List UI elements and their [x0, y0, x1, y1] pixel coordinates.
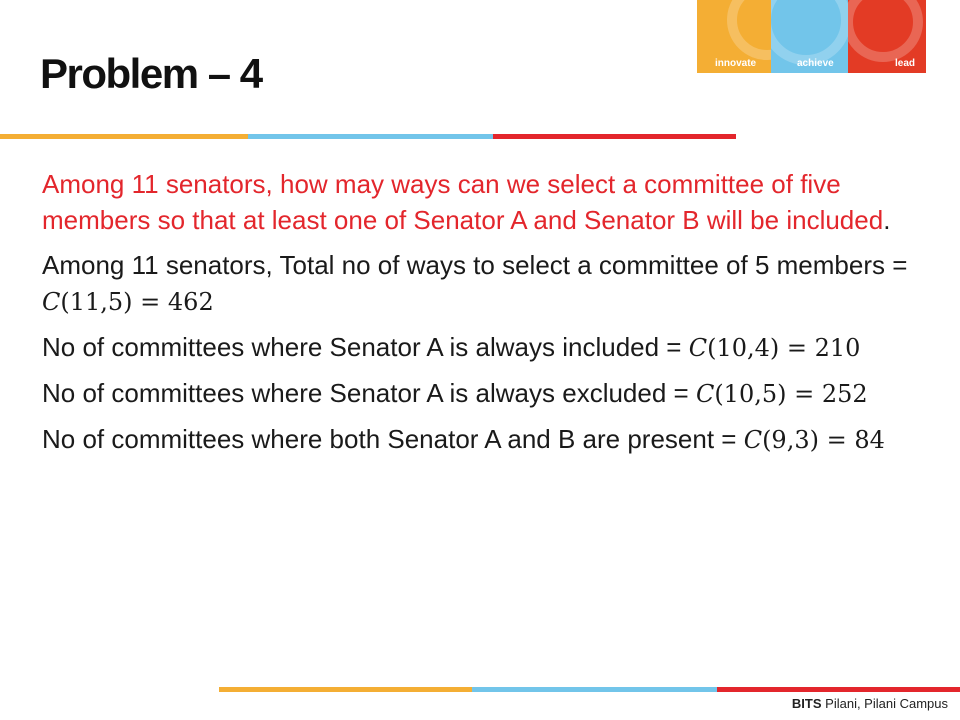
step-a-excluded — [42, 375, 922, 412]
math-expression: C(10,5) = 252 — [695, 380, 868, 408]
gear-icon — [848, 0, 923, 62]
bits-logo — [697, 0, 926, 73]
question-period: . — [883, 205, 891, 235]
footer-bits: BITS — [791, 696, 822, 711]
footer-divider-red — [717, 687, 960, 692]
step-total — [42, 247, 922, 320]
slide-content — [42, 166, 922, 467]
logo-word-innovate: innovate — [715, 58, 757, 69]
footer-divider-blue — [472, 687, 717, 692]
divider-orange — [0, 134, 248, 139]
step-a-included — [42, 329, 922, 366]
footer-campus-label — [792, 696, 948, 711]
gear-icon — [771, 0, 848, 65]
step-text: No of committees where both Senator A and B are present = — [42, 424, 744, 454]
footer-divider-orange — [219, 687, 472, 692]
math-expression: C(10,4) = 210 — [688, 334, 861, 362]
math-expression: C(11,5) = 462 — [42, 288, 214, 316]
math-expression: C(9,3) = 84 — [743, 426, 885, 454]
step-both-present — [42, 421, 922, 458]
step-text: Among 11 senators, Total no of ways to select a committee of 5 members = — [42, 250, 908, 280]
step-text: No of committees where Senator A is always included = — [42, 332, 689, 362]
slide-title: Problem – 4 — [40, 50, 262, 97]
step-text: No of committees where Senator A is always excluded = — [42, 378, 696, 408]
gear-icon — [727, 0, 771, 60]
logo-lead-segment — [848, 0, 926, 73]
footer-campus: Pilani, Pilani Campus — [821, 696, 948, 711]
logo-innovate-segment — [697, 0, 771, 73]
question-text — [42, 166, 922, 238]
logo-word-achieve: achieve — [797, 58, 834, 69]
divider-red — [493, 134, 736, 139]
divider-blue — [248, 134, 493, 139]
question-body: Among 11 senators, how may ways can we select a committee of five members so that at least one of Senator A and Senator B will be included — [42, 169, 884, 235]
logo-word-lead: lead — [894, 58, 915, 69]
logo-achieve-segment — [771, 0, 848, 73]
